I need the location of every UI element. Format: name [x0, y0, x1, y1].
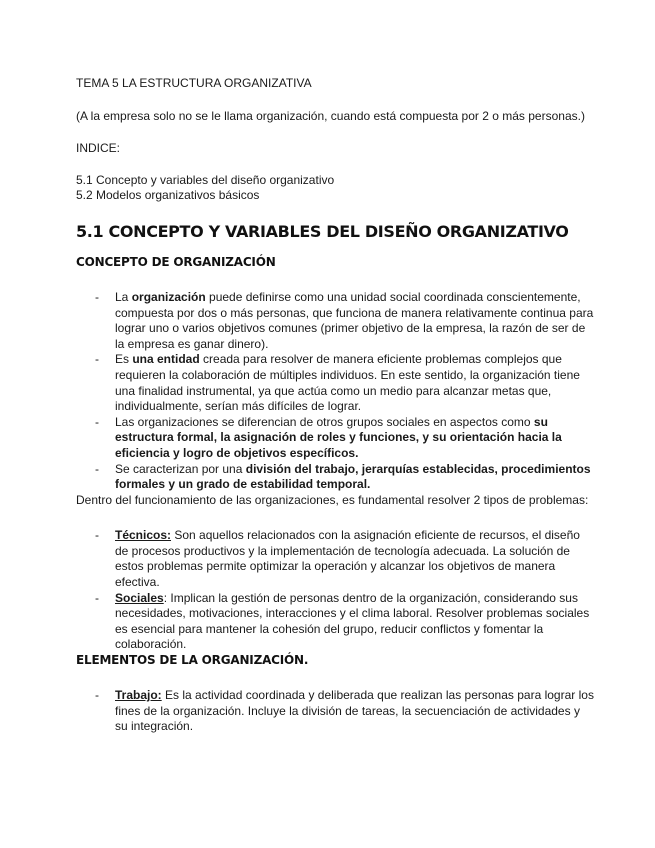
bullet-bold-text: organización	[131, 289, 206, 304]
problem-term: Técnicos:	[115, 528, 172, 543]
index-label: INDICE:	[76, 141, 121, 156]
bullet-bold-text: su estructura formal, la asignación de roles y funciones, y su orientación hacia la eficiencia y logro de objetivos específicos.	[115, 414, 562, 460]
bullet-text: puede definirse como una unidad social coordinada conscientemente, compuesta por dos o más personas, que funciona de manera relativamente continua para lograr uno o varios objetivos comunes (primer objetivo de la empresa, la razón de ser de la empresa es ganar dinero).	[115, 289, 594, 351]
section-heading: 5.1 CONCEPTO Y VARIABLES DEL DISEÑO ORGANIZATIVO	[76, 221, 569, 241]
list-item	[76, 290, 595, 352]
list-item	[76, 352, 595, 414]
list-item	[76, 591, 595, 653]
problem-term: Sociales	[115, 590, 164, 605]
bullet-text: Las organizaciones se diferencian de otros grupos sociales en aspectos como	[115, 414, 534, 429]
list-item	[76, 688, 595, 735]
problem-text: : Implican la gestión de personas dentro de la organización, considerando sus necesidades, motivaciones, interacciones y el clima laboral. Resolver problemas sociales es esencial para mantener la cohesión del grupo, reducir conflictos y fomentar la colaboración.	[115, 590, 590, 652]
bullet-bold-text: una entidad	[132, 352, 200, 367]
bullet-text: Se caracterizan por una	[115, 461, 246, 476]
bullet-text: La	[115, 289, 132, 304]
index-item: 5.2 Modelos organizativos básicos	[76, 188, 260, 203]
problems-paragraph: Dentro del funcionamiento de las organizaciones, es fundamental resolver 2 tipos de problemas:	[76, 492, 589, 507]
problem-types-list	[76, 528, 595, 653]
concept-bullet-list	[76, 290, 595, 493]
elements-list	[76, 688, 595, 735]
subsection-heading: CONCEPTO DE ORGANIZACIÓN	[76, 254, 276, 269]
bullet-text: Es	[115, 352, 133, 367]
index-item: 5.1 Concepto y variables del diseño organizativo	[76, 172, 335, 187]
document-title-line: TEMA 5 LA ESTRUCTURA ORGANIZATIVA	[76, 76, 312, 90]
bullet-text: creada para resolver de manera eficiente problemas complejos que requieren la colaboración de múltiples individuos. En este sentido, la organización tiene una finalidad instrumental, ya que actúa como un medio para alcanzar metas que, individualmente, serían más difíciles de lograr.	[115, 352, 580, 414]
list-item	[76, 415, 595, 462]
elements-heading: ELEMENTOS DE LA ORGANIZACIÓN.	[76, 653, 309, 668]
list-item	[76, 462, 595, 493]
list-item	[76, 528, 595, 590]
element-text: Es la actividad coordinada y deliberada que realizan las personas para lograr los fines de la organización. Incluye la división de tareas, la secuenciación de actividades y su integración.	[115, 688, 594, 734]
intro-note: (A la empresa solo no se le llama organización, cuando está compuesta por 2 o más personas.)	[76, 108, 585, 123]
bullet-bold-text: división del trabajo, jerarquías establecidas, procedimientos formales y un grado de estabilidad temporal.	[115, 461, 591, 492]
problem-text: Son aquellos relacionados con la asignación eficiente de recursos, el diseño de procesos productivos y la implementación de tecnología adecuada. La solución de estos problemas permite optimizar la operación y alcanzar los objetivos de manera efectiva.	[115, 528, 580, 590]
element-term: Trabajo:	[115, 688, 162, 703]
